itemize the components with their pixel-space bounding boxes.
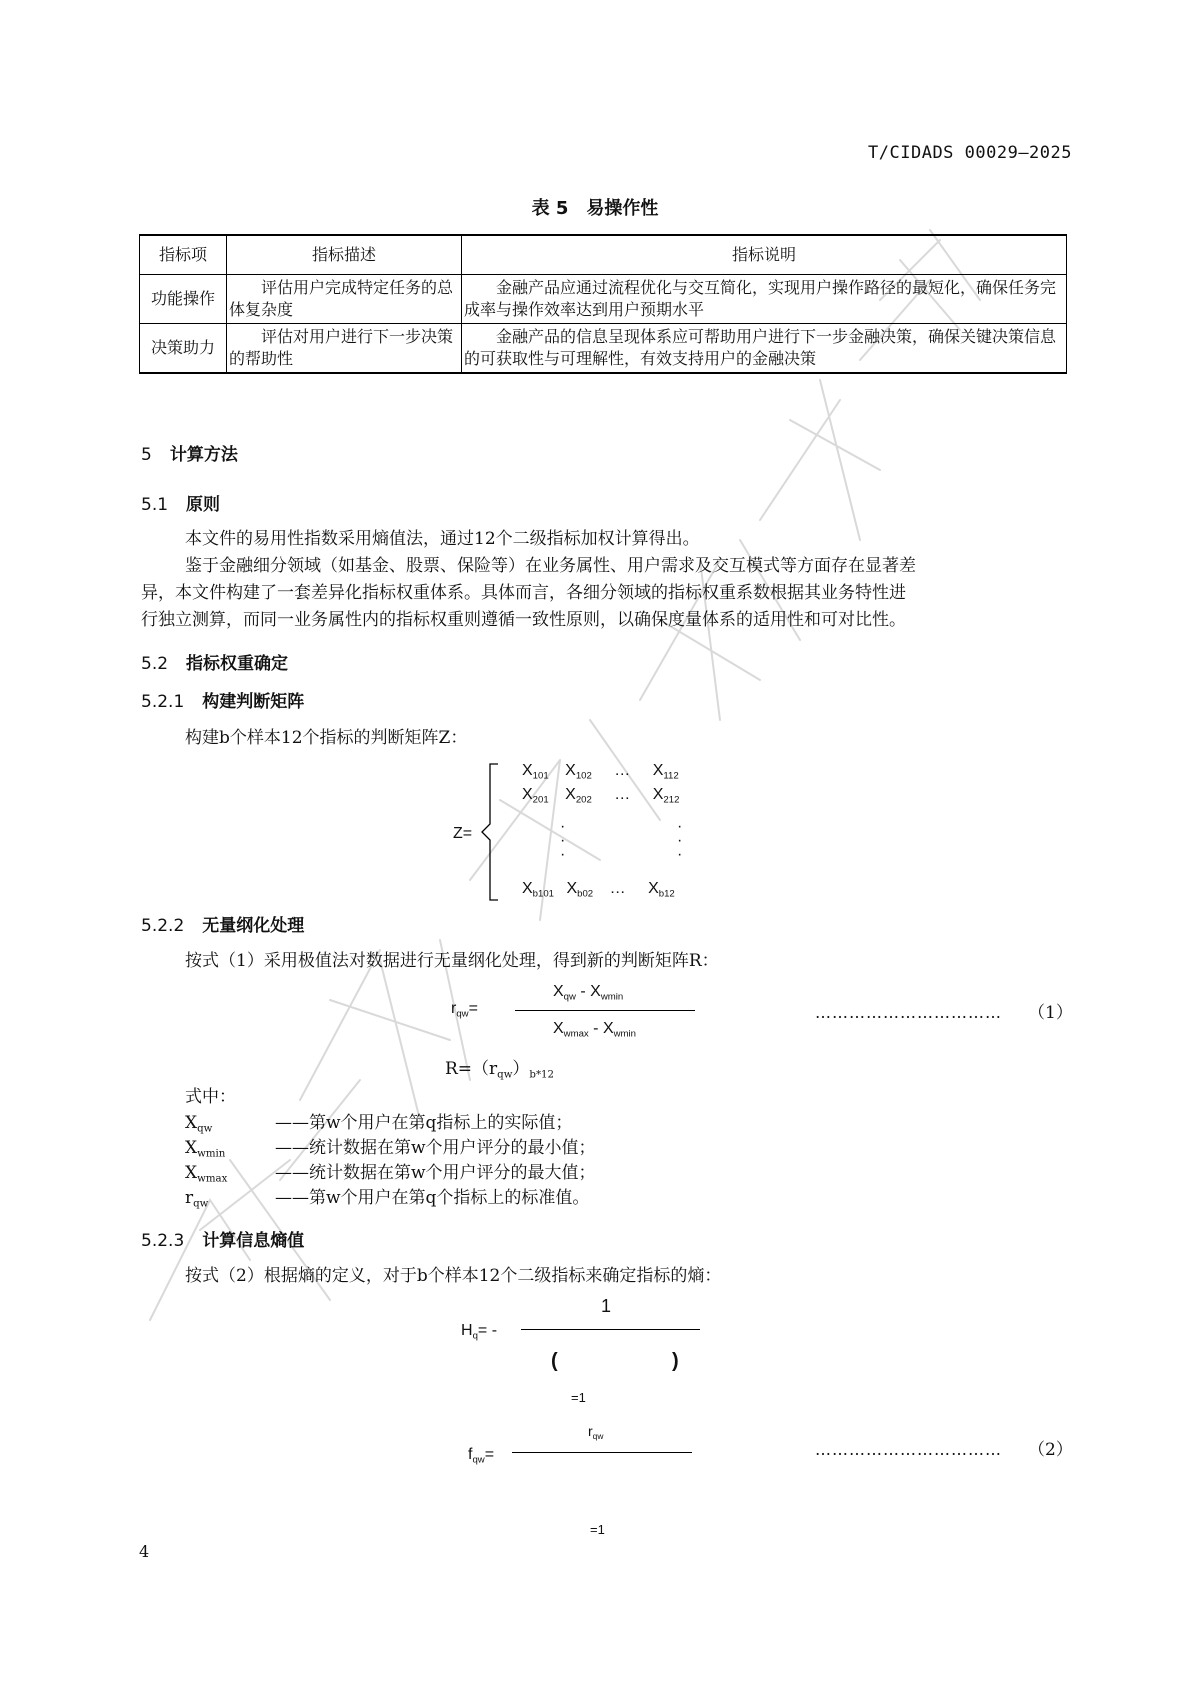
section-heading: 5.2.2 无量纲化处理 <box>141 916 305 936</box>
eq2-f-lhs: $f_{qw}=$ <box>468 1446 495 1466</box>
section-heading: 5 计算方法 <box>141 445 238 465</box>
matrix-vdots-2: · · · <box>677 818 683 863</box>
eq2-leader-dots: …………………………… <box>815 1440 1002 1459</box>
eq1-lhs: $r_{qw}=$ <box>451 1000 478 1020</box>
section-heading: 5.2.3 计算信息熵值 <box>141 1231 305 1251</box>
table-row <box>140 275 1067 324</box>
matrix-brace <box>478 762 508 902</box>
table-5 <box>139 234 1067 374</box>
eq2-h-numerator: 1 <box>601 1296 612 1316</box>
matrix-row-2: $X_{201}$ $X_{202}$ … $X_{212}$ <box>522 786 680 806</box>
paragraph: 鉴于金融细分领域（如基金、股票、保险等）在业务属性、用户需求及交互模式等方面存在显著差 <box>185 556 916 576</box>
eq2-tag: （2） <box>1028 1440 1073 1460</box>
paragraph: 按式（1）采用极值法对数据进行无量纲化处理，得到新的判断矩阵R： <box>185 951 719 971</box>
eq1-numerator: $X_{qw} - X_{wmin}$ <box>553 983 624 1003</box>
matrix-row-3: $X_{b101}$ $X_{b02}$ … $X_{b12}$ <box>522 880 675 900</box>
row-item: 决策助力 <box>140 324 227 374</box>
section-heading: 5.2.1 构建判断矩阵 <box>141 692 305 712</box>
paragraph: 按式（2）根据熵的定义，对于b个样本12个二级指标来确定指标的熵： <box>185 1266 722 1286</box>
paragraph: 构建b个样本12个指标的判断矩阵Z： <box>185 728 468 748</box>
table-row <box>140 324 1067 374</box>
eq2-f-fraction-bar <box>512 1452 692 1453</box>
table-header-desc: 指标描述 <box>227 235 462 275</box>
document-number: T/CIDADS 00029—2025 <box>868 143 1072 163</box>
eq2-h-fraction-bar <box>521 1329 700 1330</box>
where-item: $X_{wmin}$ ——统计数据在第w个用户评分的最小值； <box>185 1138 596 1160</box>
matrix-vdots-1: · · · <box>560 818 566 863</box>
where-label: 式中： <box>185 1087 236 1107</box>
eq2-f-numerator: $r_{qw}$ <box>588 1423 604 1441</box>
row-desc: 评估对用户进行下一步决策的帮助性 <box>227 324 462 374</box>
eq1-r-def: $R=(r_{qw})_{b*12}$ <box>445 1059 555 1081</box>
table-header-item: 指标项 <box>140 235 227 275</box>
row-desc: 评估用户完成特定任务的总体复杂度 <box>227 275 462 324</box>
section-heading: 5.1 原则 <box>141 495 221 515</box>
eq1-tag: （1） <box>1028 1003 1073 1023</box>
matrix-lhs: Z= <box>453 825 473 842</box>
matrix-row-1: $X_{101}$ $X_{102}$ … $X_{112}$ <box>522 762 679 782</box>
table-caption: 表 5 易操作性 <box>531 198 659 219</box>
eq1-denominator: $X_{wmax} - X_{wmin}$ <box>553 1020 637 1040</box>
row-note: 金融产品应通过流程优化与交互简化，实现用户操作路径的最短化，确保任务完成率与操作效率达到用户预期水平 <box>462 275 1067 324</box>
where-item: $r_{qw}$ ——第w个用户在第q个指标上的标准值。 <box>185 1188 590 1210</box>
where-item: $X_{qw}$ ——第w个用户在第q指标上的实际值； <box>185 1113 573 1135</box>
eq2-sum-limit: =1 <box>571 1390 586 1405</box>
paragraph: 本文件的易用性指数采用熵值法，通过12个二级指标加权计算得出。 <box>185 529 700 549</box>
eq2-paren-left: ( <box>551 1350 558 1372</box>
eq2-sum-limit: =1 <box>590 1522 605 1537</box>
row-note: 金融产品的信息呈现体系应可帮助用户进行下一步金融决策，确保关键决策信息的可获取性与可理解性，有效支持用户的金融决策 <box>462 324 1067 374</box>
paragraph: 异，本文件构建了一套差异化指标权重体系。具体而言，各细分领域的指标权重系数根据其业务特性进 <box>141 583 906 603</box>
eq2-h-lhs: $H_q=$ - <box>461 1322 498 1342</box>
paragraph: 行独立测算，而同一业务属性内的指标权重则遵循一致性原则，以确保度量体系的适用性和可对比性。 <box>141 610 906 630</box>
section-heading: 5.2 指标权重确定 <box>141 654 289 674</box>
row-item: 功能操作 <box>140 275 227 324</box>
table-header-note: 指标说明 <box>462 235 1067 275</box>
eq2-paren-right: ) <box>672 1350 679 1372</box>
eq1-leader-dots: …………………………… <box>815 1003 1002 1022</box>
eq1-fraction-bar <box>515 1010 695 1011</box>
page-number: 4 <box>139 1542 150 1561</box>
where-item: $X_{wmax}$ ——统计数据在第w个用户评分的最大值； <box>185 1163 596 1185</box>
